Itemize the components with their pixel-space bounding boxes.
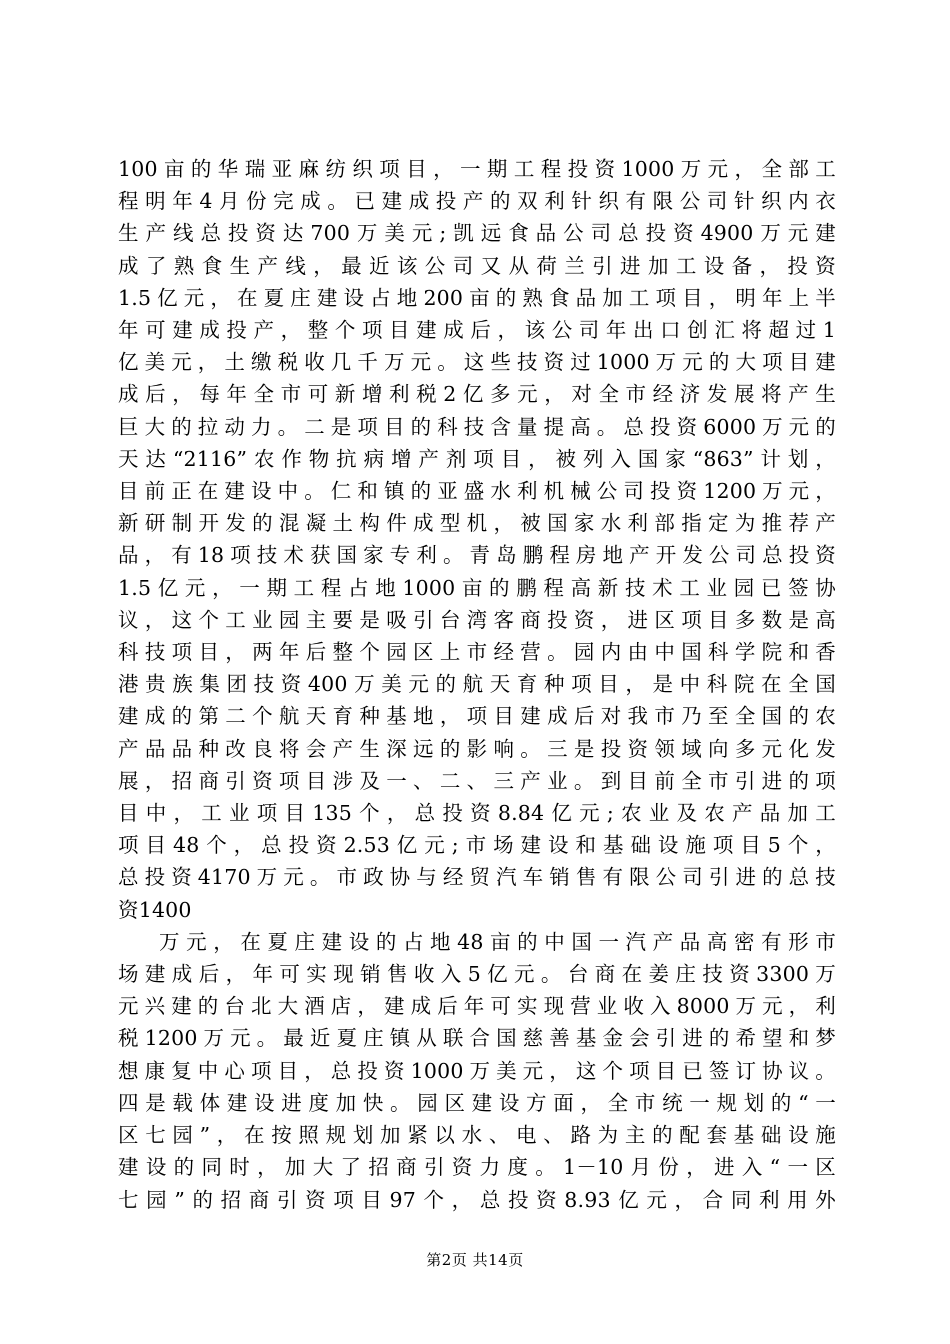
text-line: 目前正在建设中。仁和镇的亚盛水利机械公司投资1200万元， (118, 479, 836, 504)
text-line: 港贵族集团技资400万美元的航天育种项目，是中科院在全国 (118, 672, 836, 697)
text-line: 区七园”，在按照规划加紧以水、电、路为主的配套基础设施 (118, 1123, 836, 1148)
text-line: 天达“2116”农作物抗病增产剂项目，被列入国家“863”计划， (118, 446, 836, 471)
text-line: 四是载体建设进度加快。园区建设方面，全市统一规划的“一 (118, 1090, 836, 1115)
page-number-footer: 第2页 共14页 (426, 1251, 524, 1269)
text-line: 展，招商引资项目涉及一、二、三产业。到目前全市引进的项 (118, 768, 836, 793)
text-line: 场建成后，年可实现销售收入5亿元。台商在姜庄技资3300万 (118, 962, 836, 987)
text-line: 1.5亿元，在夏庄建设占地200亩的熟食品加工项目，明年上半 (118, 285, 836, 310)
text-line: 产品品种改良将会产生深远的影响。三是投资领域向多元化发 (118, 736, 836, 761)
text-line: 年可建成投产，整个项目建成后，该公司年出口创汇将超过1 (118, 318, 836, 343)
text-line: 成后，每年全市可新增利税2亿多元，对全市经济发展将产生 (118, 382, 836, 407)
text-line: 科技项目，两年后整个园区上市经营。园内由中国科学院和香 (118, 640, 836, 665)
text-line: 成了熟食生产线，最近该公司又从荷兰引进加工设备，投资 (118, 253, 836, 278)
text-line: 巨大的拉动力。二是项目的科技含量提高。总投资6000万元的 (118, 414, 836, 439)
text-line: 目中，工业项目135个，总投资8.84亿元;农业及农产品加工 (118, 801, 836, 826)
text-line: 亿美元，土缴税收几千万元。这些技资过1000万元的大项目建 (118, 350, 836, 375)
text-line: 议，这个工业园主要是吸引台湾客商投资，进区项目多数是高 (118, 607, 836, 632)
text-line: 生产线总投资达700万美元;凯远食品公司总投资4900万元建 (118, 221, 836, 246)
text-line: 新研制开发的混凝土构件成型机，被国家水利部指定为推荐产 (118, 511, 836, 536)
paragraph-start-line: 万元，在夏庄建设的占地48亩的中国一汽产品高密有形市 (159, 929, 836, 954)
text-line: 想康复中心项目，总投资1000万美元，这个项目已签订协议。 (118, 1058, 836, 1083)
text-line: 七园”的招商引资项目97个，总投资8.93亿元，合同利用外 (118, 1187, 836, 1212)
text-line: 建设的同时，加大了招商引资力度。1－10月份，进入“一区 (118, 1155, 836, 1180)
text-line: 总投资4170万元。市政协与经贸汽车销售有限公司引进的总技 (118, 865, 836, 890)
text-line: 元兴建的台北大酒店，建成后年可实现营业收入8000万元，利 (118, 994, 836, 1019)
text-line: 资1400 (118, 897, 192, 922)
text-line: 程明年4月份完成。已建成投产的双利针织有限公司针织内衣 (118, 189, 836, 214)
text-line: 1.5亿元，一期工程占地1000亩的鹏程高新技术工业园已签协 (118, 575, 836, 600)
text-line: 项目48个，总投资2.53亿元;市场建设和基础设施项目5个， (118, 833, 836, 858)
text-line: 税1200万元。最近夏庄镇从联合国慈善基金会引进的希望和梦 (118, 1026, 836, 1051)
text-line: 建成的第二个航天育种基地，项目建成后对我市乃至全国的农 (118, 704, 836, 729)
text-line: 100亩的华瑞亚麻纺织项目，一期工程投资1000万元，全部工 (118, 157, 836, 181)
body-text (118, 153, 836, 1216)
text-line: 品，有18项技术获国家专利。青岛鹏程房地产开发公司总投资 (118, 543, 836, 568)
